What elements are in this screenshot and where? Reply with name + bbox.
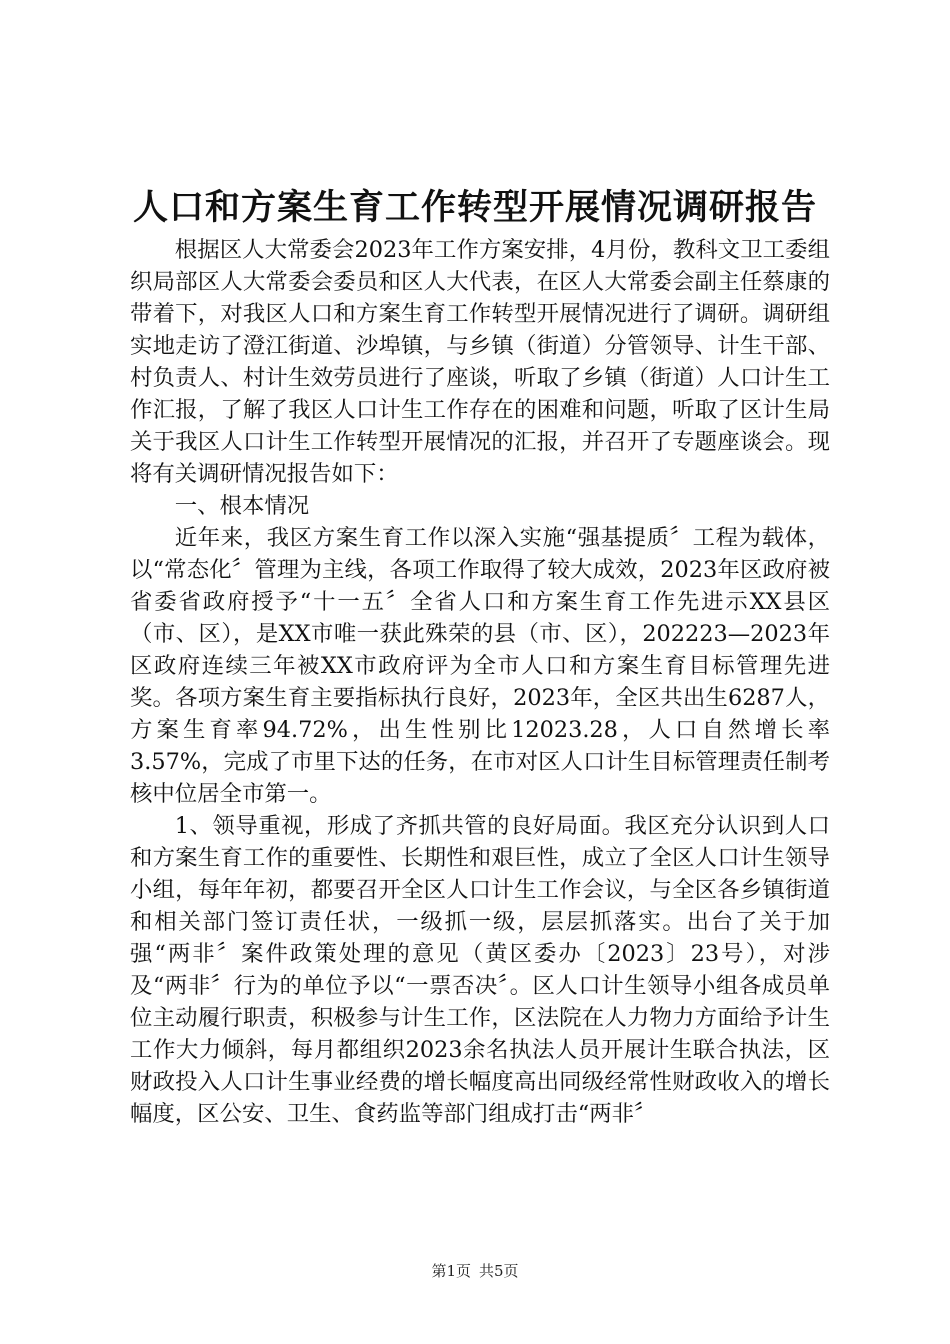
body-paragraph: 近年来，我区方案生育工作以深入实施“强基提质〞工程为载体，以“常态化〞管理为主线，各项工作取得了较大成效，2023年区政府被省委省政府授予“十一五〞全省人口和方案生育工作先进示XX县区（市、区），是XX市唯一获此殊荣的县（市、区），202223—2023年区政府连续三年被XX市政府评为全市人口和方案生育目标管理先进奖。各项方案生育主要指标执行良好，2023年，全区共出生6287人，方案生育率94.72%，出生性别比12023.28，人口自然增长率3.57%，完成了市里下达的任务，在市对区人口计生目标管理责任制考核中位居全市第一。	[130, 525, 830, 807]
page-total: 共5页	[479, 1262, 519, 1280]
intro-paragraph: 根据区人大常委会2023年工作方案安排，4月份，教科文卫工委组织局部区人大常委会委员和区人大代表，在区人大常委会副主任蔡康的带着下，对我区人口和方案生育工作转型开展情况进行了调研。调研组实地走访了澄江街道、沙埠镇，与乡镇（街道）分管领导、计生干部、村负责人、村计生效劳员进行了座谈，听取了乡镇（街道）人口计生工作汇报，了解了我区人口计生工作存在的困难和问题，听取了区计生局关于我区人口计生工作转型开展情况的汇报，并召开了专题座谈会。现将有关调研情况报告如下：	[130, 237, 830, 487]
document-title: 人口和方案生育工作转型开展情况调研报告	[132, 187, 817, 228]
body-paragraph: 1、领导重视，形成了齐抓共管的良好局面。我区充分认识到人口和方案生育工作的重要性、长期性和艰巨性，成立了全区人口计生领导小组，每年年初，都要召开全区人口计生工作会议，与全区各乡镇街道和相关部门签订责任状，一级抓一级，层层抓落实。出台了关于加强“两非〞案件政策处理的意见（黄区委办〔2023〕23号），对涉及“两非〞行为的单位予以“一票否决〞。区人口计生领导小组各成员单位主动履行职责，积极参与计生工作，区法院在人力物力方面给予计生工作大力倾斜，每月都组织2023余名执法人员开展计生联合执法，区财政投入人口计生事业经费的增长幅度高出同级经常性财政收入的增长幅度，区公安、卫生、食药监等部门组成打击“两非〞	[130, 813, 830, 1127]
document-body	[130, 234, 830, 1130]
page-number: 第1页	[431, 1262, 471, 1280]
section-heading: 一、根本情况	[174, 493, 310, 519]
page-footer	[0, 1261, 950, 1281]
